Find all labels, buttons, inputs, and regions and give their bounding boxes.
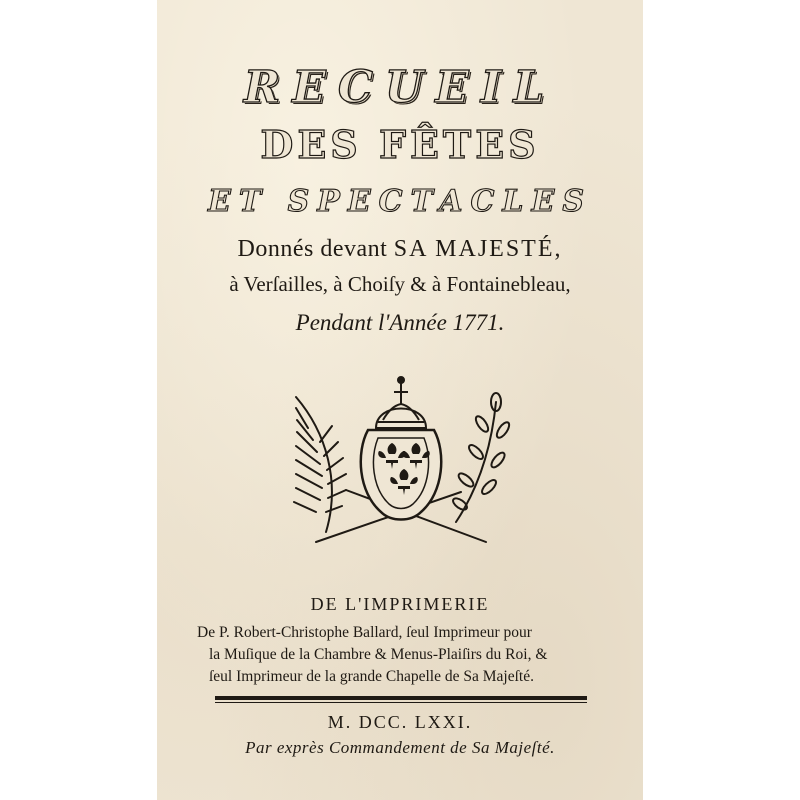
printer-line: De P. Robert-Christophe Ballard, ſeul Imprimeur pour: [197, 624, 532, 641]
given-before-prefix: Donnés devant: [237, 236, 388, 262]
double-rule-thin: [215, 702, 587, 703]
title-page: [157, 0, 643, 800]
imprint-heading: DE L'IMPRIMERIE: [310, 594, 490, 614]
royal-privilege: Par exprès Commandement de Sa Majeſté.: [245, 738, 555, 757]
year-line: Pendant l'Année 1771.: [295, 310, 505, 335]
printer-paragraph: [197, 622, 603, 688]
double-rule-thick: [215, 696, 587, 700]
given-before-line: [157, 236, 643, 263]
royal-coat-of-arms-icon: [286, 372, 516, 550]
roman-year: M. DCC. LXXI.: [327, 712, 473, 732]
title-et-spectacles: ET SPECTACLES: [207, 184, 593, 219]
places-line: à Verſailles, à Choiſy & à Fontainebleau,: [229, 272, 571, 296]
title-recueil: RECUEIL: [243, 62, 557, 113]
title-des-fetes: DES FÊTES: [260, 122, 540, 167]
printer-line: ſeul Imprimeur de la grande Chapelle de Sa Majeſté.: [209, 668, 534, 685]
sa-majeste: SA MAJESTÉ,: [393, 236, 563, 262]
printer-line: la Muſique de la Chambre & Menus-Plaiſirs du Roi, &: [209, 646, 548, 663]
